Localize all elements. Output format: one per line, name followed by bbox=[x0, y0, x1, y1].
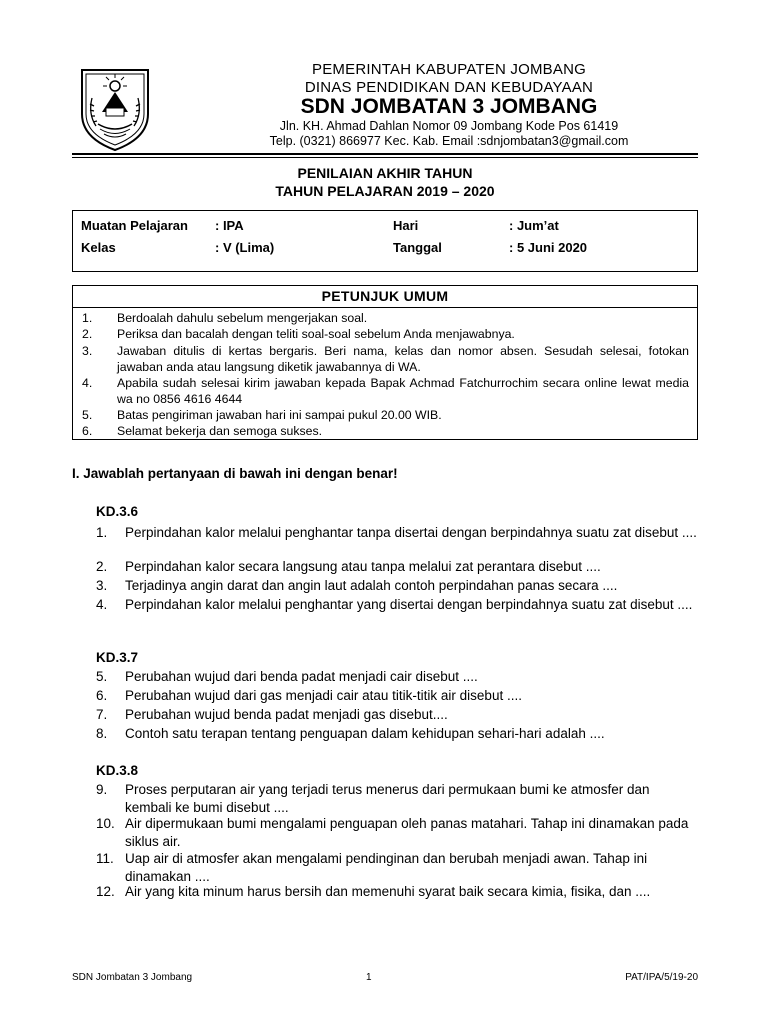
letterhead-divider-thick bbox=[72, 153, 698, 155]
exam-info-box bbox=[72, 210, 698, 272]
regency-emblem-logo bbox=[76, 64, 154, 152]
class-label: Kelas bbox=[81, 240, 116, 255]
footer-page-number: 1 bbox=[366, 972, 372, 983]
kd-heading: KD.3.6 bbox=[96, 504, 139, 519]
exam-year: TAHUN PELAJARAN 2019 – 2020 bbox=[275, 183, 495, 199]
date-value: : 5 Juni 2020 bbox=[509, 240, 588, 255]
day-label: Hari bbox=[393, 218, 419, 233]
exam-title: PENILAIAN AKHIR TAHUN bbox=[297, 165, 473, 181]
subject-value: : IPA bbox=[215, 218, 244, 233]
kd-heading: KD.3.7 bbox=[96, 650, 139, 665]
date-label: Tanggal bbox=[393, 240, 442, 255]
section-title: I. Jawablah pertanyaan di bawah ini dengan benar! bbox=[72, 466, 398, 481]
school-address: Jln. KH. Ahmad Dahlan Nomor 09 Jombang Kode Pos 61419 bbox=[279, 119, 619, 133]
letterhead-divider-thin bbox=[72, 157, 698, 158]
government-name: PEMERINTAH KABUPATEN JOMBANG bbox=[312, 61, 586, 78]
footer-document-code: PAT/IPA/5/19-20 bbox=[625, 972, 698, 983]
school-name: SDN JOMBATAN 3 JOMBANG bbox=[300, 95, 598, 118]
department-name: DINAS PENDIDIKAN DAN KEBUDAYAAN bbox=[304, 79, 594, 96]
footer-school: SDN Jombatan 3 Jombang bbox=[72, 972, 193, 983]
day-value: : Jum’at bbox=[509, 218, 559, 233]
subject-label: Muatan Pelajaran bbox=[81, 218, 188, 233]
school-contact: Telp. (0321) 866977 Kec. Kab. Email :sdnjombatan3@gmail.com bbox=[269, 134, 629, 148]
kd-heading: KD.3.8 bbox=[96, 763, 139, 778]
general-instructions-box: PETUNJUK UMUM 1. Berdoalah dahulu sebelum mengerjakan soal. 2. Periksa dan bacalah dengan teliti soal-soal sebelum Anda menjawabnya. 3. Jawaban ditulis di kertas bergaris. Beri nama, kelas dan nomor absen. Sesudah selesai, fotokan jawaban anda atau langsung diketik jawabannya di WA. 4. Apabila sudah selesai kirim jawaban kepada Bapak Achmad Fatchurrochim secara online lewat media wa no 0856 4616 4644 5. Batas pengiriman jawaban hari ini sampai pukul 20.00 WIB. 6. Selamat bekerja dan semoga sukses. bbox=[72, 285, 698, 440]
instructions-title: PETUNJUK UMUM bbox=[73, 286, 697, 308]
class-value: : V (Lima) bbox=[215, 240, 275, 255]
